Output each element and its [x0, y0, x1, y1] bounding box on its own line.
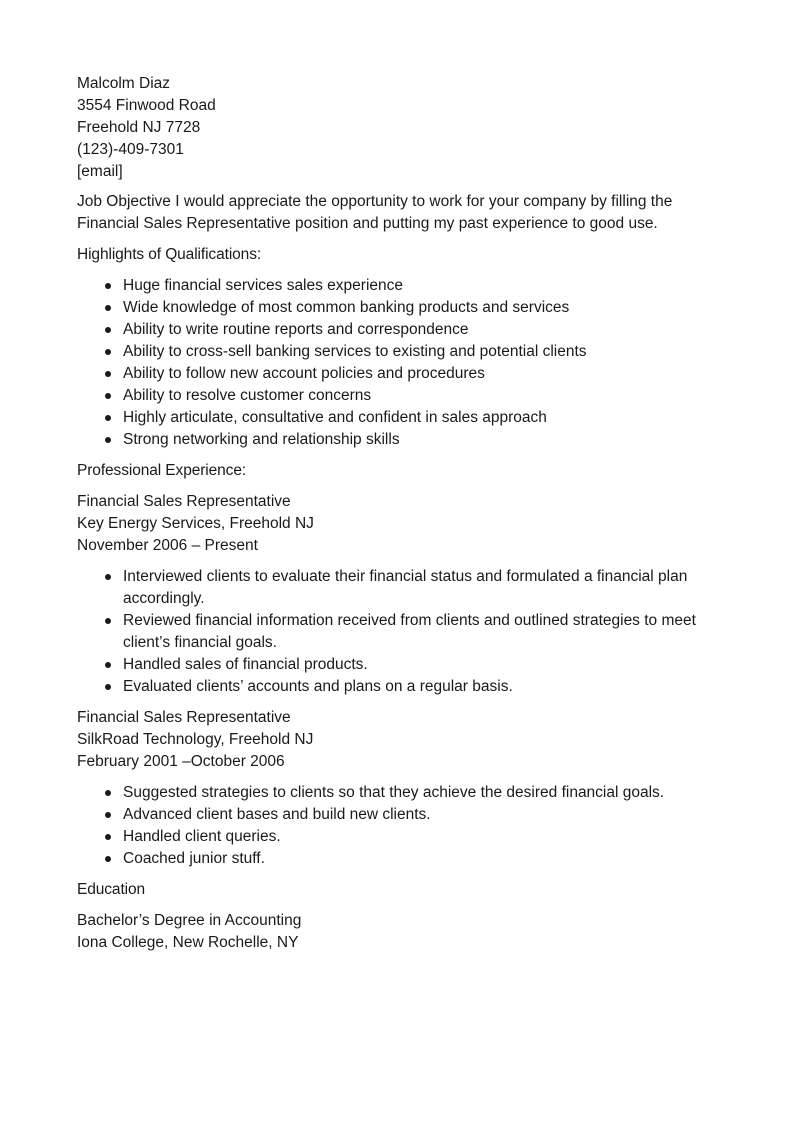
education-heading: Education: [77, 881, 146, 898]
objective-label: Job Objective: [77, 193, 171, 210]
qualifications-list: [77, 275, 717, 451]
job-dates: November 2006 – Present: [77, 537, 258, 554]
list-item: Reviewed financial information received from clients and outlined strategies to meet client’s financial goals.: [77, 610, 717, 654]
contact-name: Malcolm Diaz: [77, 75, 171, 92]
resume-page: [77, 73, 717, 954]
list-item: Ability to cross-sell banking services to existing and potential clients: [77, 341, 717, 363]
job-duties: [77, 782, 717, 870]
list-item: Strong networking and relationship skills: [77, 429, 717, 451]
list-item: Ability to write routine reports and correspondence: [77, 319, 717, 341]
qualifications-heading: Highlights of Qualifications:: [77, 246, 262, 263]
list-item: Handled client queries.: [77, 826, 717, 848]
list-item: Coached junior stuff.: [77, 848, 717, 870]
job-company: Key Energy Services, Freehold NJ: [77, 515, 314, 532]
contact-block: [77, 73, 717, 183]
job-entry: [77, 491, 717, 698]
list-item: Wide knowledge of most common banking products and services: [77, 297, 717, 319]
list-item: Ability to resolve customer concerns: [77, 385, 717, 407]
job-title: Financial Sales Representative: [77, 709, 291, 726]
list-item: Handled sales of financial products.: [77, 654, 717, 676]
list-item: Highly articulate, consultative and confident in sales approach: [77, 407, 717, 429]
list-item: Suggested strategies to clients so that they achieve the desired financial goals.: [77, 782, 717, 804]
job-title: Financial Sales Representative: [77, 493, 291, 510]
education-degree: Bachelor’s Degree in Accounting: [77, 912, 302, 929]
contact-phone: (123)-409-7301: [77, 141, 184, 158]
experience-heading: Professional Experience:: [77, 462, 247, 479]
job-dates: February 2001 –October 2006: [77, 753, 285, 770]
job-company: SilkRoad Technology, Freehold NJ: [77, 731, 314, 748]
contact-address: 3554 Finwood Road: [77, 97, 216, 114]
objective-text: I would appreciate the opportunity to work for your company by filling the Financial Sales Representative position and putting my past experience to good use.: [77, 193, 673, 232]
list-item: Huge financial services sales experience: [77, 275, 717, 297]
contact-city: Freehold NJ 7728: [77, 119, 201, 136]
list-item: Evaluated clients’ accounts and plans on a regular basis.: [77, 676, 717, 698]
list-item: Ability to follow new account policies and procedures: [77, 363, 717, 385]
job-duties: [77, 566, 717, 698]
job-entry: [77, 707, 717, 870]
contact-email: [email]: [77, 163, 123, 180]
education-school: Iona College, New Rochelle, NY: [77, 934, 299, 951]
education-block: [77, 910, 717, 954]
list-item: Interviewed clients to evaluate their financial status and formulated a financial plan accordingly.: [77, 566, 717, 610]
list-item: Advanced client bases and build new clients.: [77, 804, 717, 826]
job-objective: [77, 191, 717, 235]
